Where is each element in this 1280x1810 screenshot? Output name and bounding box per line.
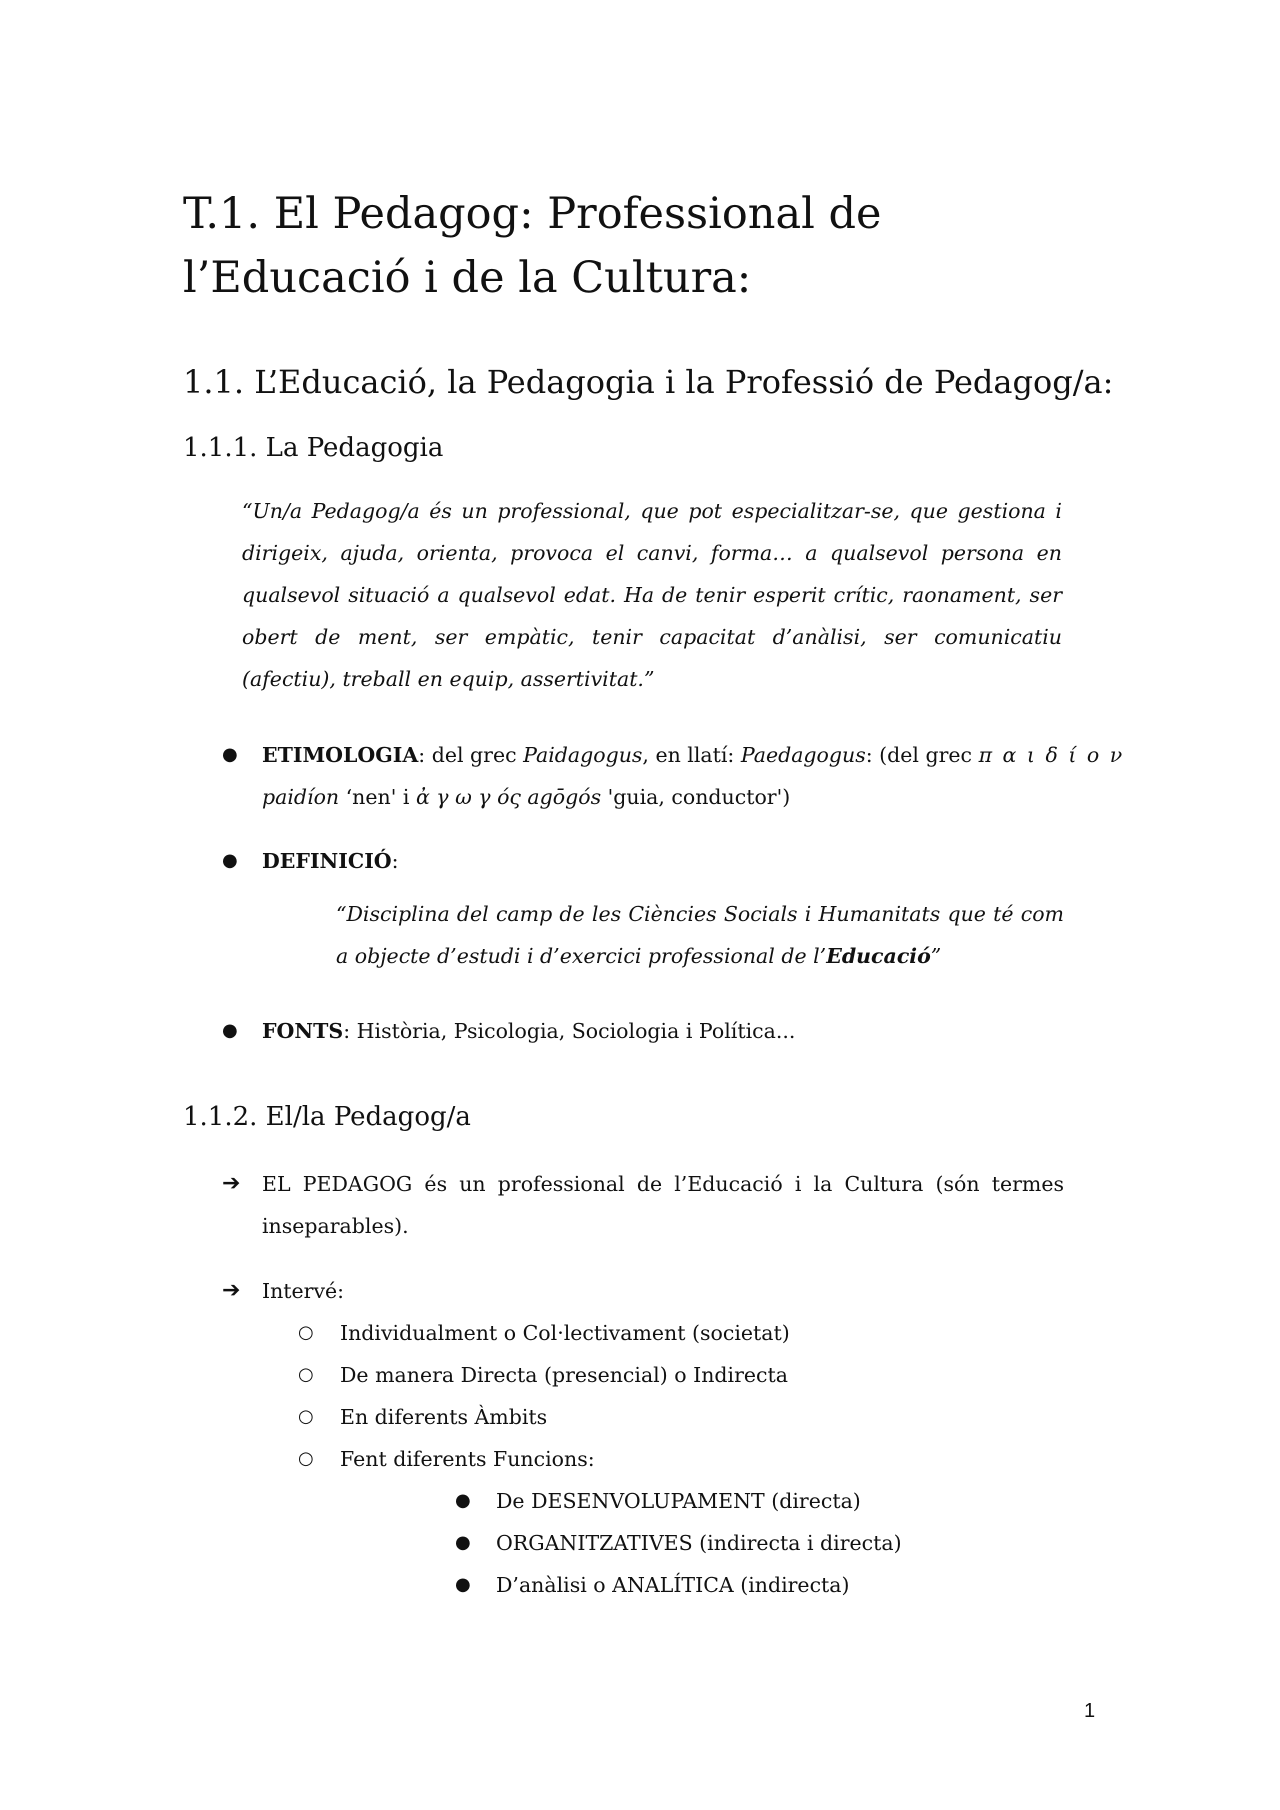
arrow-item: EL PEDAGOG és un professional de l’Educació i la Cultura (són termes inseparables). xyxy=(262,1172,1064,1238)
section-heading-1-1-2: 1.1.2. El/la Pedagog/a xyxy=(183,1102,471,1132)
definicio-colon: : xyxy=(391,849,399,873)
bullet-icon: ● xyxy=(455,1490,471,1511)
fonts-text: : Història, Psicologia, Sociologia i Política... xyxy=(343,1019,796,1043)
etimologia-text: 'guia, conductor') xyxy=(601,785,791,809)
circle-bullet-icon: ○ xyxy=(298,1448,314,1469)
etimologia-text: ‘nen' i xyxy=(339,785,416,809)
section-heading-1-1-1: 1.1.1. La Pedagogia xyxy=(183,433,444,463)
circle-bullet-icon: ○ xyxy=(298,1364,314,1385)
circle-bullet-icon: ○ xyxy=(298,1406,314,1427)
arrow-icon: ➔ xyxy=(222,1278,241,1303)
greek-word: ἀ γ ω γ ός xyxy=(415,785,521,809)
etimologia-label: ETIMOLOGIA xyxy=(262,743,419,767)
page-number: 1 xyxy=(1084,1700,1096,1722)
bullet-icon: ● xyxy=(455,1532,471,1553)
etimologia-word: Paidagogus xyxy=(523,743,643,767)
pedagog-quote: “Un/a Pedagog/a és un professional, que pot especialitzar-se, que gestiona i dirigeix, ajuda, orienta, provoca el canvi, forma… a qualsevol persona en qualsevol situació a qualsevol edat. Ha de tenir esperit crític, raonament, ser obert de ment, ser empàtic, tenir capacitat d’anàlisi, ser comunicatiu (afectiu), treball en equip, assertivitat.” xyxy=(242,499,1062,691)
etimologia-text: : del grec xyxy=(418,743,524,767)
etimologia-word: agōgós xyxy=(527,785,602,809)
definicio-label: DEFINICIÓ xyxy=(262,849,392,873)
etimologia-line-2 xyxy=(262,776,790,818)
bullet-icon: ● xyxy=(222,850,238,871)
etimologia-word: paidíon xyxy=(262,785,340,809)
bullet-icon: ● xyxy=(455,1574,471,1595)
bullet-icon: ● xyxy=(222,1020,238,1041)
section-heading-1-1: 1.1. L’Educació, la Pedagogia i la Professió de Pedagog/a: xyxy=(183,363,1114,401)
list-item: En diferents Àmbits xyxy=(340,1405,548,1429)
arrow-item: Intervé: xyxy=(262,1279,345,1303)
etimologia-text: : (del grec xyxy=(865,743,979,767)
definicio-line xyxy=(262,840,399,882)
fonts-label: FONTS xyxy=(262,1019,344,1043)
list-item: De manera Directa (presencial) o Indirecta xyxy=(340,1363,788,1387)
list-item: D’anàlisi o ANALÍTICA (indirecta) xyxy=(496,1573,850,1597)
definicio-quote xyxy=(336,893,1064,977)
etimologia-text: , en llatí: xyxy=(642,743,741,767)
circle-bullet-icon: ○ xyxy=(298,1322,314,1343)
definicio-quote-bold: Educació xyxy=(826,944,931,968)
definicio-quote-text: “Disciplina del camp de les Ciències Socials i Humanitats que té com a objecte d’estudi i d’exercici professional de l’ xyxy=(336,902,1064,968)
list-item: Individualment o Col·lectivament (societat) xyxy=(340,1321,790,1345)
list-item: De DESENVOLUPAMENT (directa) xyxy=(496,1489,861,1513)
bullet-icon: ● xyxy=(222,744,238,765)
greek-word: π α ι δ ί ο ν xyxy=(978,743,1125,767)
etimologia-word: Paedagogus xyxy=(740,743,866,767)
document-title: T.1. El Pedagog: Professional de l’Educació i de la Cultura: xyxy=(183,189,882,303)
etimologia-line-1 xyxy=(262,734,1124,776)
list-item: Fent diferents Funcions: xyxy=(340,1447,595,1471)
list-item: ORGANITZATIVES (indirecta i directa) xyxy=(496,1531,902,1555)
definicio-quote-end: ” xyxy=(930,944,942,968)
arrow-icon: ➔ xyxy=(222,1171,241,1196)
fonts-line xyxy=(262,1010,795,1052)
